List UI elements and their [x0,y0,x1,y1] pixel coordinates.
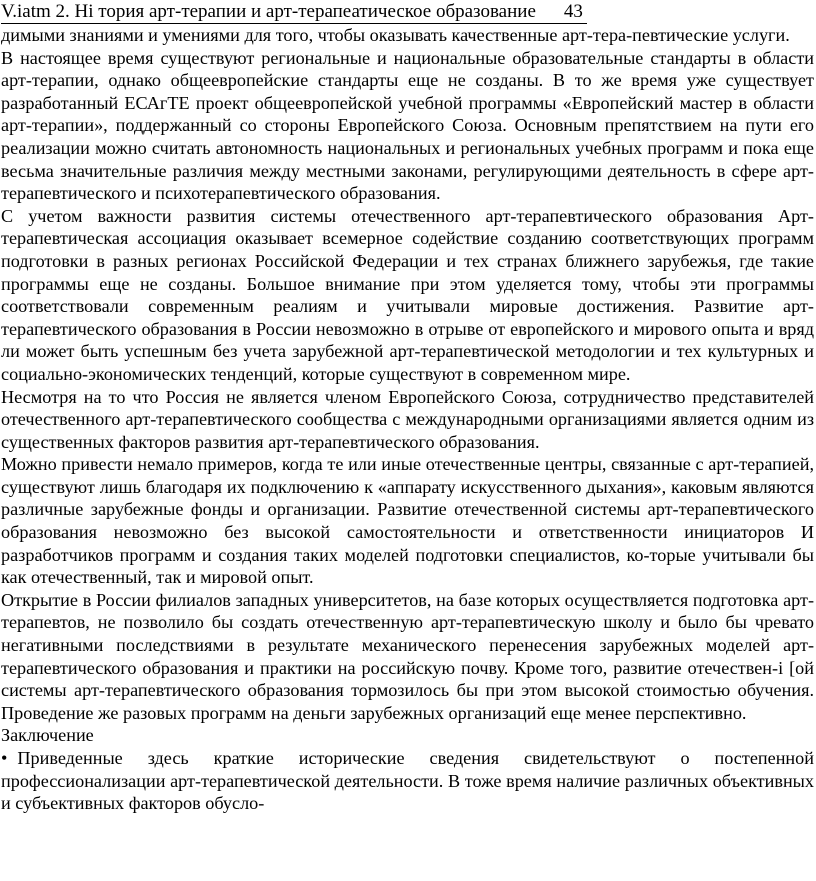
paragraph: В настоящее время существуют региональные и национальные образовательные стандарты в области арт-терапии, однако общеевропейские стандарты еще не созданы. В то же время уже существует разработанный ЕСАгТЕ проект общеевропейской учебной программы «Европейский мастер в области арт-терапии», поддержанный со стороны Европейского Союза. Основным препятствием на пути его реализации можно считать автономность национальных и региональных учебных программ и пока еще весьма значительные различия между местными законами, регулирующими деятельность в сфере арт-терапевтического и психотерапевтического образования. [1,47,814,204]
paragraph: С учетом важности развития системы отечественного арт-терапевтического образования Арт-терапевтическая ассоциация оказывает всемерное содействие созданию соответствующих программ подготовки в разных регионах Российской Федерации и тех странах ближнего зарубежья, где такие программы еще не созданы. Большое внимание при этом уделяется тому, чтобы эти программы соответствовали современным реалиям и учитывали мировые достижения. Развитие арт-терапевтического образования в России невозможно в отрыве от европейского и мирового опыта и вряд ли может быть успешным без учета зарубежной арт-терапевтической методологии и тех культурных и социально-экономических тенденций, которые существуют в современном мире. [1,205,814,384]
running-header [1,0,587,24]
header-title: V.iatm 2. Hi тория арт-терапии и арт-терапеатическое образование [1,1,536,22]
paragraph: димыми знаниями и умениями для того, чтобы оказывать качественные арт-тера-певтические услуги. [1,25,790,45]
conclusion-heading: Заключение [1,725,94,746]
conclusion-bullet-item [1,747,814,815]
page-number: 43 [563,1,583,22]
paragraph: Открытие в России филиалов западных университетов, на базе которых осуществляется подготовка арт-терапевтов, не позволило бы создать отечественную арт-терапевтическую школу и было бы чревато негативными последствиями в результате механического перенесения зарубежных моделей арт-терапевтического образования и практики на российскую почву. Кроме того, развитие отечествен-i [ой системы арт-терапевтического образования тормозилось бы при этом высокой стоимостью обучения. Проведение же разовых программ на деньги зарубежных организаций еще менее перспективно. [1,589,814,723]
paragraph: Можно привести немало примеров, когда те или иные отечественные центры, связанные с арт-терапией, существуют лишь благодаря их подключению к «аппарату искусственного дыхания», каковым являются различные зарубежные фонды и организации. Развитие отечественной системы арт-терапевтического образования невозможно без высокой самостоятельности и ответственности инициаторов И разработчиков программ и создания таких моделей подготовки специалистов, ко-торые учитывали бы как отечественный, так и мировой опыт. [1,454,814,588]
conclusion-text: Приведенные здесь краткие исторические сведения свидетельствуют о постепенной профессионализации арт-терапевтической деятельности. В тоже время наличие различных объективных и субъективных факторов обусло- [1,748,814,814]
body-text [1,24,814,815]
paragraph: Несмотря на то что Россия не является членом Европейского Союза, сотрудничество представителей отечественного арт-терапевтического сообщества с международными организациями является одним из существенных факторов развития арт-терапевтического образования. [1,386,814,452]
bullet-marker: • [1,748,8,768]
